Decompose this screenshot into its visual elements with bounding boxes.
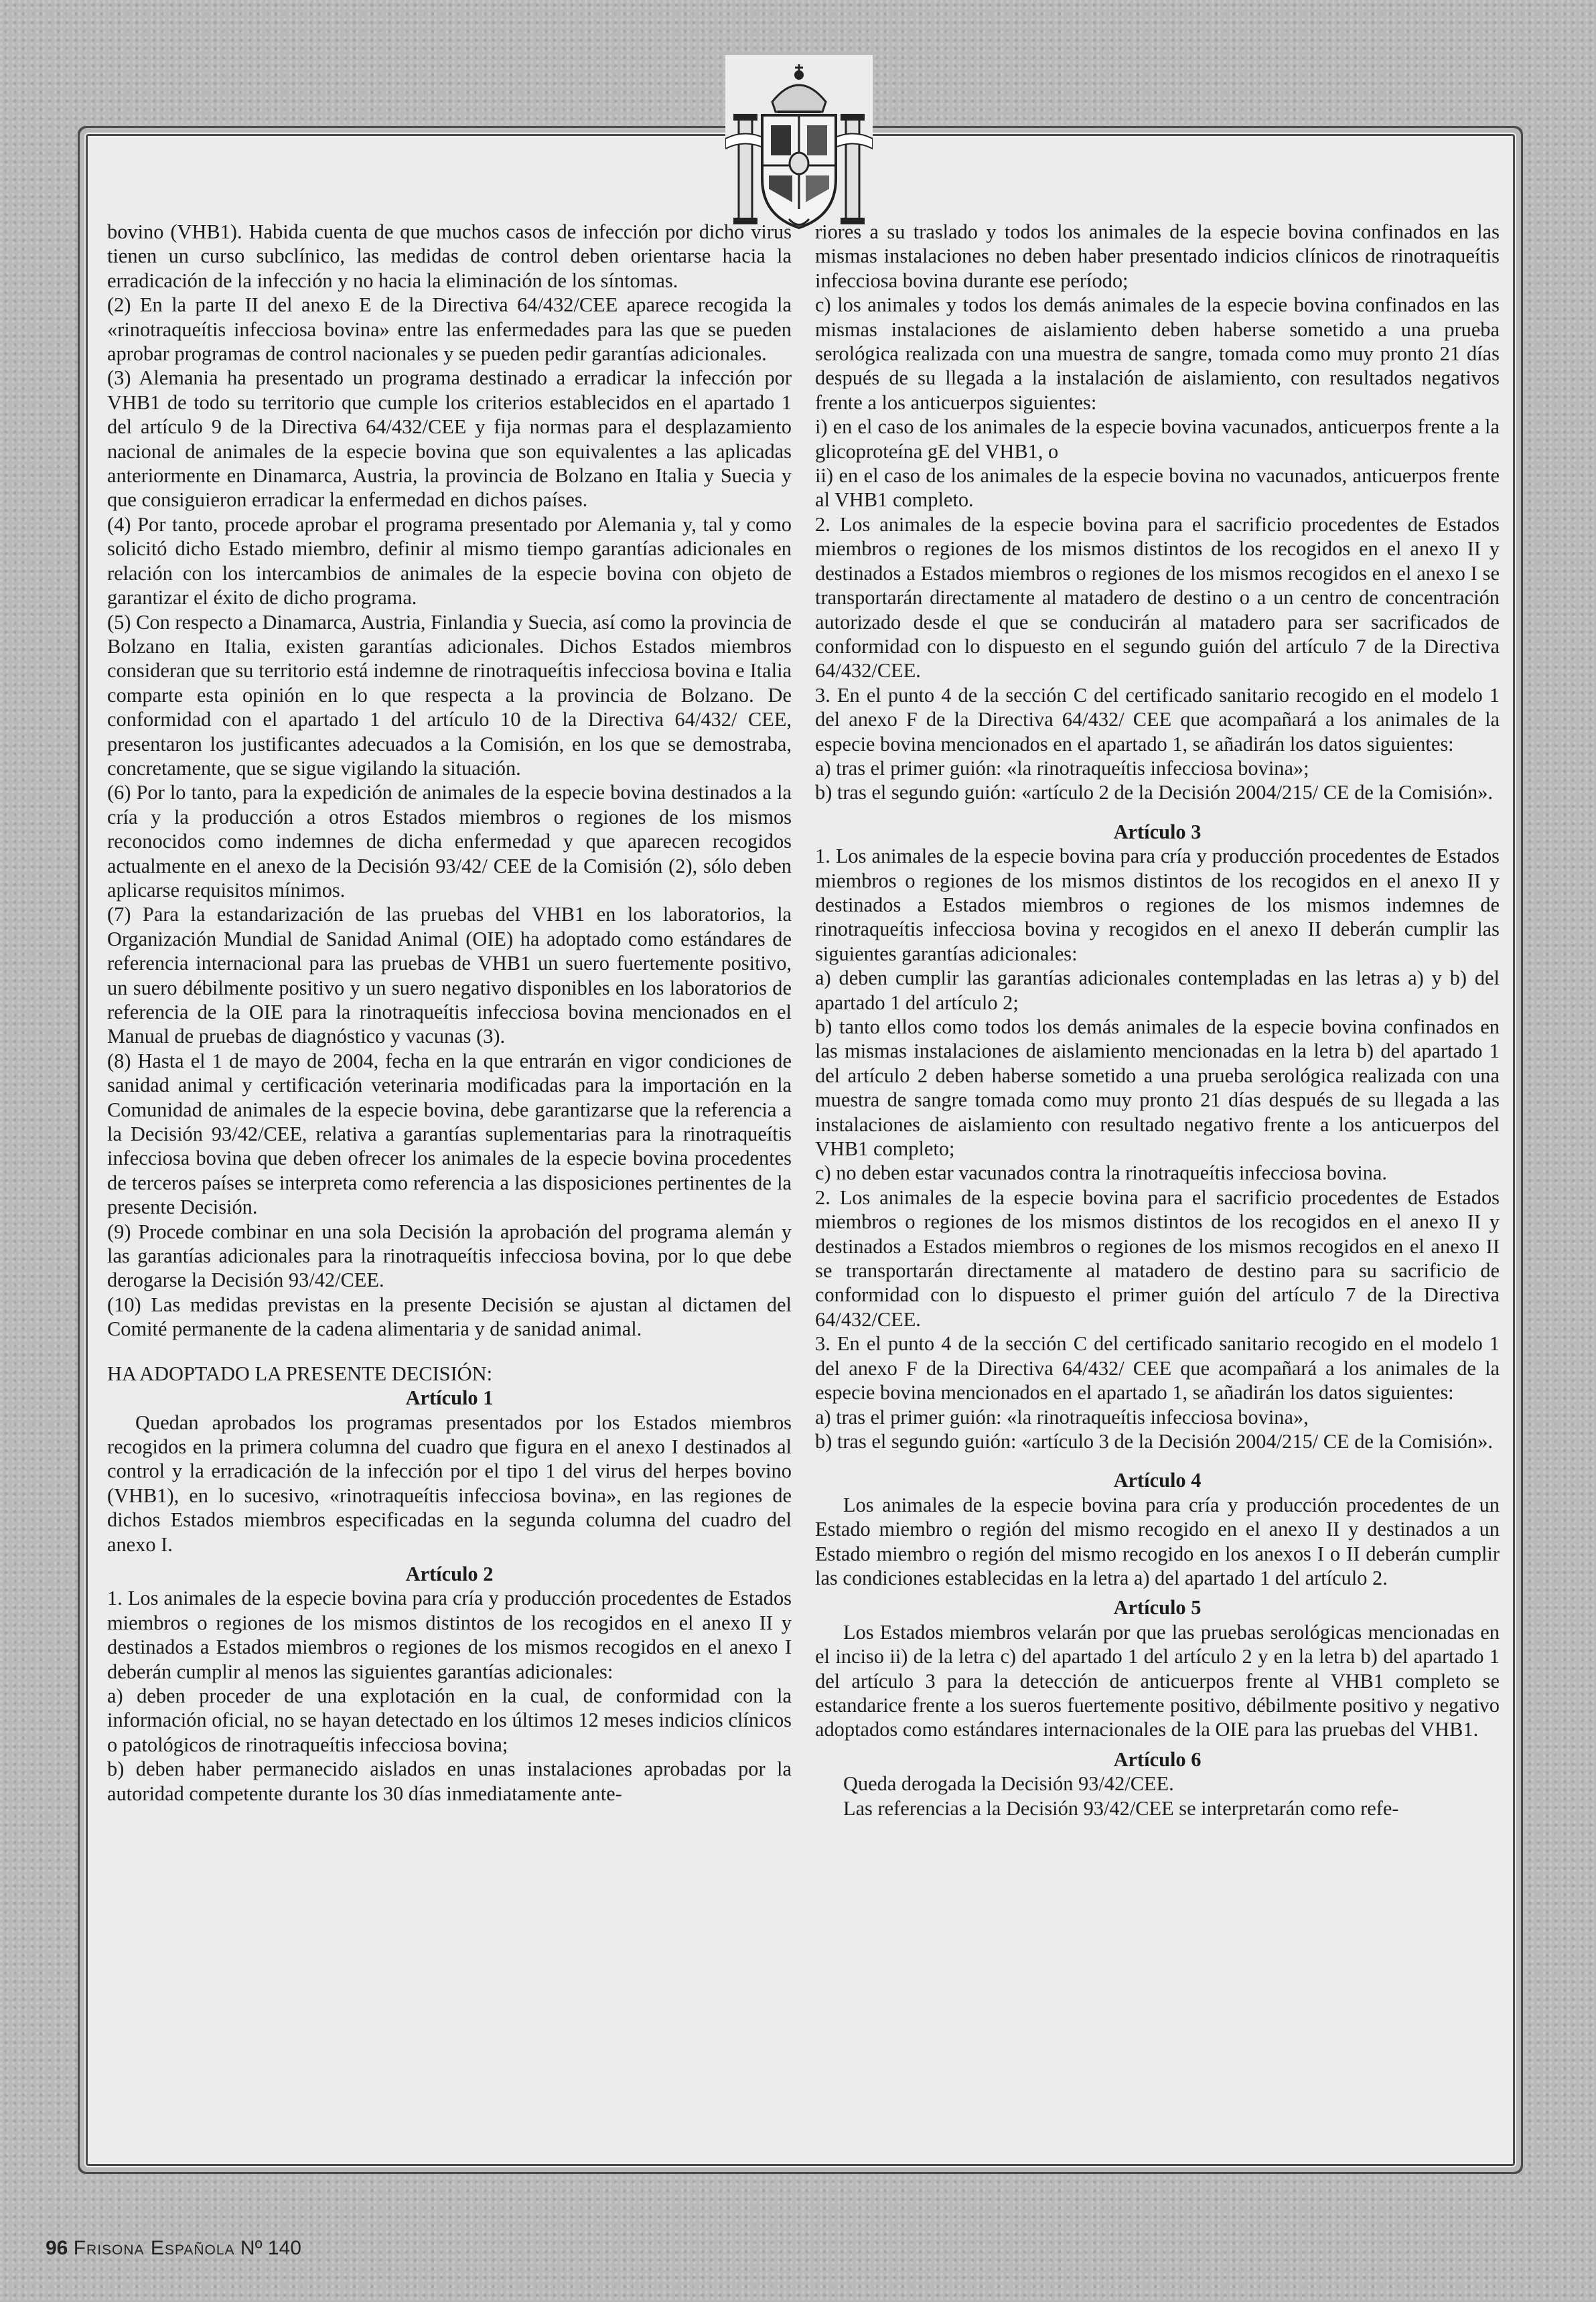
- paragraph-intro-continued: bovino (VHB1). Habida cuenta de que muchos casos de infección por dicho virus tienen un curso subclínico, las medidas de control deben orientarse hacia la erradicación de la infección y no hacia la eliminación de los síntomas.: [107, 220, 792, 292]
- recital-8: (8) Hasta el 1 de mayo de 2004, fecha en la que entrarán en vigor condiciones de sanidad animal y certificación veterinaria modificadas para la importación en la Comunidad de animales de la especie bovina, debe garantizarse que la referencia a la Decisión 93/42/CEE, relativa a garantías suplementarias para la rinotraqueítis infecciosa bovina que deben ofrecer los animales de la especie bovina procedentes de terceros países se interpreta como referencia a las disposiciones pertinentes de la presente Decisión.: [107, 1049, 792, 1219]
- article-1-text: Quedan aprobados los programas presentados por los Estados miembros recogidos en la primera columna del cuadro que figura en el anexo I destinados al control y la erradicación de la infección por el tipo 1 del virus del herpes bovino (VHB1), en lo sucesivo, «rinotraqueítis infecciosa bovina», en las regiones de dichos Estados miembros especificadas en la segunda columna del cuadro del anexo I.: [107, 1411, 792, 1556]
- article-2-paragraph-1: 1. Los animales de la especie bovina para cría y producción procedentes de Estados miembros o regiones de los mismos distintos de los recogidos en el anexo II y destinados a Estados miembros o regiones de los mismos recogidos en el anexo I deberán cumplir al menos las siguientes garantías adicionales:: [107, 1587, 792, 1683]
- article-3-item-b: b) tanto ellos como todos los demás animales de la especie bovina confinados en las mismas instalaciones de aislamiento mencionadas en la letra b) del apartado 1 del artículo 2 deben haberse sometido a una prueba serológica realizada con una muestra de sangre tomada como muy pronto 21 días después de su llegada a las instalaciones de aislamiento con resultado negativo frente a los anticuerpos del VHB1 completo;: [815, 1015, 1500, 1161]
- article-2-item-b-continued: riores a su traslado y todos los animales de la especie bovina confinados en las mismas instalaciones no deben haber presentado indicios clínicos de rinotraqueítis infecciosa bovina durante ese período;: [815, 220, 1500, 292]
- article-6-paragraph-2: Las referencias a la Decisión 93/42/CEE se interpretarán como refe-: [843, 1796, 1399, 1820]
- article-3-paragraph-2: 2. Los animales de la especie bovina para el sacrificio procedentes de Estados miembros o regiones de los mismos distintos de los recogidos en el anexo II y destinados a Estados miembros o regiones de los mismos recogidos en el anexo II se transportarán directamente al matadero de destino para su sacrificio de conformidad con lo dispuesto el primer guión del artículo 7 de la Directiva 64/432/CEE.: [815, 1185, 1500, 1331]
- recital-10: (10) Las medidas previstas en la presente Decisión se ajustan al dictamen del Comité permanente de la cadena alimentaria y de sanidad animal.: [107, 1293, 792, 1341]
- recital-6: (6) Por lo tanto, para la expedición de animales de la especie bovina destinados a la cría y la producción a otros Estados miembros o regiones de los mismos reconocidos como indemnes de dicha enfermedad y que aparecen recogidos actualmente en el anexo de la Decisión 93/42/ CEE de la Comisión (2), sólo deben aplicarse requisitos mínimos.: [107, 781, 792, 902]
- recital-4: (4) Por tanto, procede aprobar el programa presentado por Alemania y, tal y como solicitó dicho Estado miembro, definir al mismo tiempo garantías adicionales en relación con los intercambios de animales de la especie bovina con objeto de garantizar el éxito de dicho programa.: [107, 512, 792, 609]
- article-3-paragraph-1: 1. Los animales de la especie bovina para cría y producción procedentes de Estados miembros o regiones de los mismos distintos de los recogidos en el anexo II y destinados a Estados miembros o regiones de los mismos indemnes de rinotraqueítis infecciosa bovina y recogidos en el anexo II deberán cumplir las siguientes garantías adicionales:: [815, 845, 1500, 965]
- article-2-item-c-ii: ii) en el caso de los animales de la especie bovina no vacunados, anticuerpos frente al VHB1 completo.: [815, 464, 1500, 512]
- recital-3: (3) Alemania ha presentado un programa destinado a erradicar la infección por VHB1 de todo su territorio que cumple los criterios establecidos en el apartado 1 del artículo 9 de la Directiva 64/432/CEE y fija normas para el desplazamiento nacional de animales de la especie bovina que son equivalentes a las aplicadas anteriormente en Dinamarca, Austria, la provincia de Bolzano en Italia y Suecia y que consiguieron erradicar la enfermedad en dichos países.: [107, 366, 792, 512]
- recital-5: (5) Con respecto a Dinamarca, Austria, Finlandia y Suecia, así como la provincia de Bolzano en Italia, existen garantías adicionales. Dichos Estados miembros consideran que su territorio está indemne de rinotraqueítis infecciosa bovina e Italia comparte esta opinión en lo que respecta a la provincia de Bolzano. De conformidad con el apartado 1 del artículo 10 de la Directiva 64/432/ CEE, presentaron los justificantes adecuados a la Comisión, en los que se demostraba, concretamente, que se sigue vigilando la situación.: [107, 610, 792, 780]
- article-2-paragraph-3-a: a) tras el primer guión: «la rinotraqueítis infecciosa bovina»;: [815, 756, 1309, 780]
- article-2-paragraph-3-b: b) tras el segundo guión: «artículo 2 de la Decisión 2004/215/ CE de la Comisión».: [815, 781, 1494, 804]
- page-number: 96: [46, 2237, 68, 2259]
- article-3-paragraph-3-a: a) tras el primer guión: «la rinotraqueítis infecciosa bovina»,: [815, 1405, 1309, 1429]
- issue-number: Nº 140: [240, 2237, 301, 2259]
- article-5-title: Artículo 5: [1113, 1596, 1202, 1620]
- left-column: [107, 220, 792, 2162]
- article-2-paragraph-2: 2. Los animales de la especie bovina para el sacrificio procedentes de Estados miembros o regiones de los mismos distintos de los recogidos en el anexo II y destinados a Estados miembros o regiones de los mismos recogidos en el anexo I se transportarán directamente al matadero de destino o a un centro de concentración autorizado desde el que se conducirán al matadero para ser sacrificados de conformidad con lo dispuesto en el segundo guión del artículo 7 de la Directiva 64/432/CEE.: [815, 512, 1500, 682]
- coat-of-arms-icon: [725, 55, 873, 236]
- page-footer: [46, 2237, 301, 2260]
- recital-2: (2) En la parte II del anexo E de la Directiva 64/432/CEE aparece recogida la «rinotraqueítis infecciosa bovina» entre las enfermedades para las que se pueden aprobar programas de control nacionales y se pueden pedir garantías adicionales.: [107, 293, 792, 366]
- article-2-item-c-i: i) en el caso de los animales de la especie bovina vacunados, anticuerpos frente a la glicoproteína gE del VHB1, o: [815, 415, 1500, 463]
- article-2-item-c: c) los animales y todos los demás animales de la especie bovina confinados en las mismas instalaciones de aislamiento deben haberse sometido a una prueba serológica realizada con una muestra de sangre, tomada como muy pronto 21 días después de su llegada a la instalación de aislamiento, con resultados negativos frente a los anticuerpos siguientes:: [815, 293, 1500, 414]
- article-3-item-c: c) no deben estar vacunados contra la rinotraqueítis infecciosa bovina.: [815, 1161, 1387, 1185]
- article-3-paragraph-3-b: b) tras el segundo guión: «artículo 3 de la Decisión 2004/215/ CE de la Comisión».: [815, 1429, 1494, 1453]
- article-4-text: Los animales de la especie bovina para cría y producción procedentes de un Estado miembro o región del mismo recogido en el anexo II y destinados a un Estado miembro o región del mismo recogido en los anexos I o II deberán cumplir las condiciones establecidas en la letra a) del apartado 1 del artículo 2.: [815, 1493, 1500, 1589]
- adoption-heading: HA ADOPTADO LA PRESENTE DECISIÓN:: [107, 1362, 493, 1385]
- recital-9: (9) Procede combinar en una sola Decisión la aprobación del programa alemán y las garantías adicionales para la rinotraqueítis infecciosa bovina, por lo que debe derogarse la Decisión 93/42/CEE.: [107, 1220, 792, 1292]
- article-3-title: Artículo 3: [1113, 820, 1202, 843]
- article-6-title: Artículo 6: [1113, 1747, 1202, 1771]
- article-1-title: Artículo 1: [405, 1386, 494, 1410]
- article-3-item-a: a) deben cumplir las garantías adicionales contempladas en las letras a) y b) del apartado 1 del artículo 2;: [815, 966, 1500, 1014]
- article-2-item-b: b) deben haber permanecido aislados en unas instalaciones aprobadas por la autoridad competente durante los 30 días inmediatamente ante-: [107, 1757, 792, 1805]
- article-2-paragraph-3: 3. En el punto 4 de la sección C del certificado sanitario recogido en el modelo 1 del anexo F de la Directiva 64/432/ CEE que acompañará a los animales de la especie bovina mencionados en el apartado 1, se añadirán los datos siguientes:: [815, 683, 1500, 756]
- article-3-paragraph-3: 3. En el punto 4 de la sección C del certificado sanitario recogido en el modelo 1 del anexo F de la Directiva 64/432/ CEE que acompañará a los animales de la especie bovina mencionados en el apartado 1, se añadirán los datos siguientes:: [815, 1332, 1500, 1405]
- article-4-title: Artículo 4: [1113, 1469, 1202, 1492]
- article-5-text: Los Estados miembros velarán por que las pruebas serológicas mencionadas en el inciso ii) de la letra c) del apartado 1 del artículo 2 y en la letra b) del apartado 1 del artículo 3 para la detección de anticuerpos frente al VHB1 completo se estandarice frente a los sueros fuertemente positivo, débilmente positivo y negativo adoptados como estándares internacionales de la OIE para las pruebas del VHB1.: [815, 1620, 1500, 1741]
- right-column: [815, 220, 1500, 2162]
- recital-7: (7) Para la estandarización de las pruebas del VHB1 en los laboratorios, la Organización Mundial de Sanidad Animal (OIE) ha adoptado como estándares de referencia internacional para las pruebas de VHB1 un suero fuertemente positivo, un suero débilmente positivo y un suero negativo disponibles en los laboratorios de referencia de la OIE para la rinotraqueítis infecciosa bovina mencionados en el Manual de pruebas de diagnóstico y vacunas (3).: [107, 903, 792, 1048]
- article-2-item-a: a) deben proceder de una explotación en la cual, de conformidad con la información oficial, no se hayan detectado en los últimos 12 meses indicios clínicos o patológicos de rinotraqueítis infecciosa bovina;: [107, 1684, 792, 1756]
- article-2-title: Artículo 2: [405, 1562, 494, 1585]
- article-6-paragraph-1: Queda derogada la Decisión 93/42/CEE.: [843, 1772, 1174, 1796]
- publication-name: Frisona Española: [73, 2237, 235, 2259]
